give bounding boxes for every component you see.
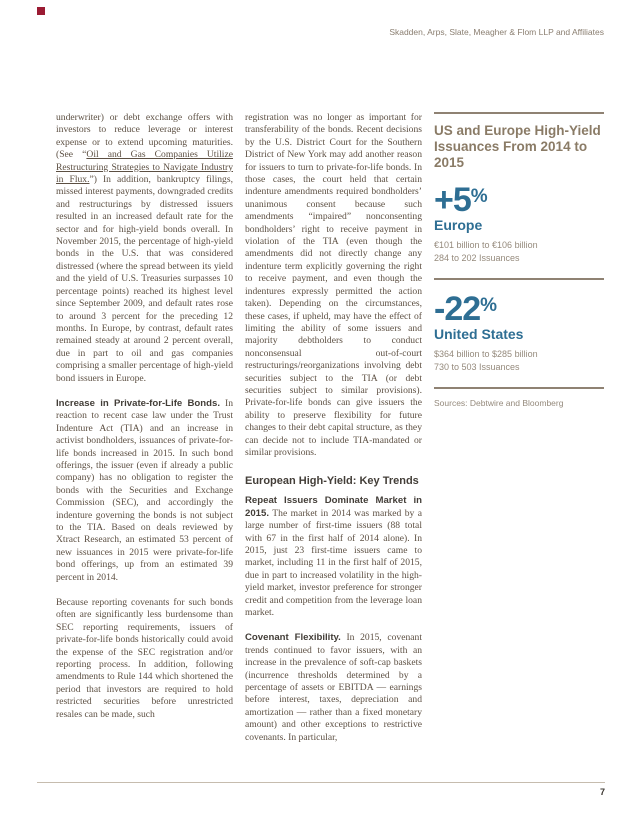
paragraph-text: underwriter) or debt exchange offers with investors to reduce leverage or interest expense or to extend upcoming maturities. (See “ [56, 112, 233, 161]
stat-amounts: €101 billion to €106 billion [434, 240, 538, 250]
percent-sign: % [470, 186, 488, 207]
content-columns [56, 112, 604, 757]
article-link[interactable]: Oil and Gas Companies Utilize Restructuring Strategies to Navigate Industry in Flux. [56, 149, 233, 186]
section-heading: European High-Yield: Key Trends [245, 475, 419, 488]
runin-heading: Increase in Private-for-Life Bonds. [56, 397, 220, 409]
page-number: 7 [599, 787, 605, 797]
stat-amounts: $364 billion to $285 billion [434, 349, 538, 359]
paragraph-text: The market in 2014 was marked by a large number of first-time issuers (88 total with 67 in the first half of 2014 alone). In 2015, just 23 first-time issuers came to market, including 11 in the first half of 2015, due in part to increased volatility in the high-yield market, investor preference for stronger credit and competition from the leverage loan market. [245, 507, 423, 619]
stat-value [434, 290, 604, 328]
stat-number: -22 [434, 290, 481, 328]
stat-united-states [434, 290, 604, 389]
paragraph [56, 112, 233, 385]
paragraph: registration was no longer as important for transferability of the bonds. Recent decisions by the U.S. District Court for the Southern District of New York may add another reason for issuers to turn to private-for-life bonds. In those cases, the court held that certain indenture amendments required bondholders’ unanimous consent because such amendments “impaired” nonconsenting bondholders’ right to receive payment in violation of the TIA (even though the amendments did not directly change any indenture term explicitly governing the right to receive payment, and even though the indentures expressly permitted the action taken). Depending on the circumstances, these cases, if upheld, may have the effect of limiting the ability of some issuers and majority debtholders to conduct nonconsensual out-of-court restructurings/reorganizations involving debt securities subject to the TIA (or debt securities subject to similar provisions). Private-for-life bonds can give issuers the ability to preserve flexibility for future changes to their debt capital structure, as they can decide not to include TIA-mandated or similar provisions. [245, 112, 422, 458]
stat-details [434, 239, 604, 265]
runin-heading: Repeat Issuers Dominate Market in 2015. [245, 495, 422, 519]
paragraph [56, 398, 233, 584]
paragraph [245, 632, 422, 744]
brand-square-icon [37, 7, 45, 15]
paragraph-text: In 2015, covenant trends continued to favor issuers, with an increase in the prevalence of soft-cap baskets (incurrence thresholds determined by a percentage of assets or EBITDA — earnings before interest, taxes, depreciation and amortization — rather than a fixed monetary amount) and other exceptions to restrictive covenants. In particular, [245, 632, 422, 743]
sidebar-divider [434, 112, 604, 114]
stat-issuances: 730 to 503 Issuances [434, 362, 520, 372]
stats-sidebar [434, 112, 604, 757]
sidebar-title: US and Europe High-Yield Issuances From 2014 to 2015 [434, 123, 601, 170]
paragraph-text: ”) In addition, bankruptcy filings, missed interest payments, downgraded credits and restructurings by distressed issuers resulted in an increased default rate for the sector and for high-yield bonds overall. In November 2015, the percentage of high-yield bonds in the U.S. that was considered distressed (where the spread between its yield and the yield of U.S. Treasuries surpasses 10 percentage points) reached its highest level since September 2009, and default rates rose to around 3 percent for the preceding 12 months. In Europe, by contrast, default rates remained steady at around 2 percent overall, due in part to oil and gas companies comprising a smaller percentage of high-yield bond issuers in Europe. [56, 174, 233, 384]
sidebar-divider [434, 387, 604, 389]
stat-issuances: 284 to 202 Issuances [434, 253, 520, 263]
stat-region: United States [434, 326, 524, 342]
middle-column [245, 112, 422, 757]
sidebar-divider [434, 278, 604, 280]
left-column [56, 112, 233, 757]
stat-number: +5 [434, 181, 471, 219]
paragraph-text: In reaction to recent case law under the Trust Indenture Act (TIA) and an increase in activist bondholders, issuances of private-for-life bonds increased in 2015. In such bond offerings, the issuer (even if already a public company) has no obligation to register the bonds with the Securities and Exchange Commission (SEC), and accordingly the indenture governing the bonds is not subject to the TIA. Based on deals reviewed by Xtract Research, an estimated 53 percent of new issuances in 2015 were private-for-life bond offerings, up from an estimated 39 percent in 2014. [56, 397, 233, 583]
stat-details [434, 348, 604, 374]
stat-europe [434, 181, 604, 280]
paragraph [245, 495, 422, 619]
paragraph: Because reporting covenants for such bonds often are significantly less burdensome than SEC reporting requirements, issuers of private-for-life bonds historically could avoid the expense of the SEC registration and/or reporting process. In addition, following amendments to Rule 144 which shortened the period that investors are required to hold restricted securities before unrestricted resales can be made, such [56, 597, 233, 720]
stat-value [434, 181, 604, 219]
running-header: Skadden, Arps, Slate, Meagher & Flom LLP and Affiliates [389, 27, 604, 37]
footer-divider [37, 782, 605, 783]
stat-region: Europe [434, 217, 483, 233]
sources-note: Sources: Debtwire and Bloomberg [434, 398, 564, 408]
percent-sign: % [480, 295, 498, 316]
runin-heading: Covenant Flexibility. [245, 632, 341, 644]
